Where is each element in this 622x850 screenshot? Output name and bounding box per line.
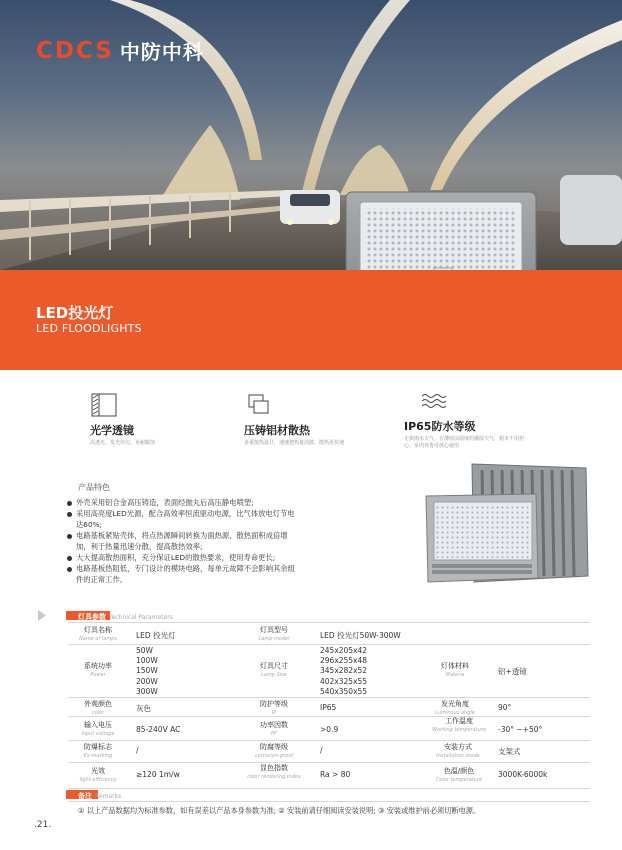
label-install [420, 742, 496, 759]
label-en: Materia [445, 672, 465, 678]
value-pf: >0.9 [320, 725, 339, 734]
label-pf [242, 720, 306, 737]
feature-waterproof [404, 388, 524, 450]
divider [68, 716, 590, 717]
size-option: 540x350x55 [320, 686, 368, 696]
section-marker [38, 610, 46, 621]
label-en: Lamp model [258, 636, 290, 642]
power-option: 150W [136, 666, 158, 676]
label-efficiency [66, 766, 130, 783]
label-ip [242, 699, 306, 716]
power-option: 100W [136, 656, 158, 666]
label-cn: 系统功率 [84, 662, 112, 670]
label-cn: 灯具型号 [260, 626, 288, 634]
label-power [66, 661, 130, 678]
label-en: light efficiency [79, 777, 117, 783]
label-model [242, 625, 306, 642]
label-en: color rendering index [247, 774, 301, 780]
list-item: 采用高亮度LED光源，配合高效率恒流驱动电源，比气体放电灯节电达60%; [66, 509, 298, 530]
value-voltage: 85-240V AC [136, 725, 181, 734]
product-features-title: 产品特色 [78, 483, 110, 492]
label-en: Power [90, 672, 106, 678]
table-title-en: Technical Parameters [109, 614, 173, 621]
logo-en: CDCS [36, 37, 114, 64]
remarks-text: ① 以上产品数据均为标准参数，如有误差以产品本身参数为准; ② 安装前请仔细阅读安装说明; ③ 安装或维护前必须切断电源。 [78, 806, 481, 815]
remarks-title [78, 791, 121, 801]
feature-optical-lens [90, 392, 210, 447]
label-cn: 安装方式 [444, 743, 472, 751]
label-cn: 外观颜色 [84, 700, 112, 708]
label-material [420, 661, 490, 678]
label-cn: 灯具名称 [84, 626, 112, 634]
value-size [320, 646, 367, 697]
remarks-title-en: Remarks [95, 793, 122, 800]
layers-icon [244, 392, 272, 418]
label-color [66, 699, 130, 716]
value-power [136, 646, 158, 697]
label-temp [420, 716, 498, 733]
value-angle: 90° [498, 703, 512, 712]
divider [68, 622, 590, 623]
power-option: 200W [136, 676, 158, 686]
label-corrosion [242, 742, 306, 759]
size-option: 245x205x42 [320, 646, 368, 655]
label-ex [66, 742, 130, 759]
logo-cn: 中防中科 [119, 40, 204, 64]
label-en: Ex-marking [83, 753, 113, 759]
page-subtitle: LED FLOODLIGHTS [36, 322, 142, 335]
value-color: 灰色 [136, 704, 151, 713]
feature-desc: 无惧雨水天气、在薄雨凉湿度的潮湿天气，根本不用担心，室内外皆可放心使用 [404, 436, 525, 449]
feature-title: 压铸铝材散热 [244, 424, 310, 437]
value-name: LED 投光灯 [136, 631, 176, 640]
list-item: 大大提高散热面积，充分保证LED的散热要求，使用寿命更长; [66, 553, 298, 563]
value-ex: / [136, 746, 139, 755]
divider [68, 762, 590, 763]
label-angle [420, 699, 490, 716]
label-en: Input voltage [81, 731, 115, 737]
optical-lens-icon [90, 392, 118, 418]
label-cn: 灯具尺寸 [260, 662, 288, 670]
label-name [66, 625, 130, 642]
feature-title: IP65防水等级 [404, 420, 476, 433]
label-voltage [66, 720, 130, 737]
value-efficiency: ≥120 1m/w [136, 770, 180, 779]
table-title [78, 612, 173, 622]
label-en: PF [271, 731, 277, 737]
list-item: 外壳采用铝合金高压铸造，表面经抛丸后高压静电喷塑; [66, 498, 298, 508]
divider [68, 697, 590, 698]
feature-desc: 多重散热设计，速速把热量消散，散热更快速 [244, 440, 345, 446]
remarks-title-cn: 备注 [78, 792, 92, 800]
value-corrosion: / [320, 746, 323, 755]
label-cn: 发光角度 [441, 700, 469, 708]
value-cri: Ra > 80 [320, 770, 351, 779]
divider [68, 788, 590, 789]
product-features-list [66, 498, 298, 586]
label-cri [242, 763, 306, 780]
label-en: Color temperature [435, 777, 483, 783]
product-photo [420, 460, 600, 600]
feature-desc: 高透光、发光均匀、更耐腐蚀 [90, 440, 156, 446]
label-cn: 防腐等级 [260, 743, 288, 751]
label-cn: 防护等级 [260, 700, 288, 708]
size-option: 296x255x48 [320, 656, 368, 666]
label-cn: 功率因数 [260, 721, 288, 729]
label-en: Name of lamps [79, 636, 117, 642]
label-en: IP [271, 710, 277, 716]
label-en: corrosion-proof [254, 753, 294, 759]
label-en: Installation mode [436, 753, 480, 759]
value-ip: IP65 [320, 703, 337, 712]
label-cn: 显色指数 [260, 764, 288, 772]
label-cn: 色温/颜色 [443, 767, 475, 775]
size-option: 402x325x55 [320, 676, 368, 686]
brand-logo [36, 36, 204, 65]
label-en: Luminous angle [435, 710, 475, 716]
label-cn: 防爆标志 [84, 743, 112, 751]
value-material: 铝+透镜 [498, 667, 527, 676]
list-item: 电路基板紧贴壳体，将点热源瞬间转换为面热源，散热面积成倍增加，利于热量迅速分散，提高散热效率; [66, 531, 298, 552]
divider [68, 740, 590, 741]
list-item: 电路基板热阻低，专门设计的模块电路，每单元故障不会影响其余组件的正常工作。 [66, 564, 298, 585]
label-cn: 灯体材料 [441, 662, 469, 670]
label-cn: 工作温度 [445, 717, 473, 725]
label-size [242, 661, 306, 678]
label-en: color [91, 710, 105, 716]
label-cct [420, 766, 498, 783]
label-cn: 输入电压 [84, 721, 112, 729]
label-en: Lamp Size [261, 672, 287, 678]
page-title: LED投光灯 [36, 304, 114, 322]
value-install: 支架式 [498, 747, 521, 756]
feature-title: 光学透镜 [90, 424, 134, 437]
hero-banner [0, 0, 622, 370]
size-option: 345x282x52 [320, 666, 368, 676]
table-title-cn: 灯具参数 [78, 613, 106, 621]
value-model: LED 投光灯50W-300W [320, 631, 401, 640]
label-cn: 光效 [91, 767, 105, 775]
divider [68, 644, 590, 645]
feature-die-cast [244, 392, 364, 447]
waves-icon [420, 388, 448, 414]
value-cct: 3000K-6000k [498, 770, 548, 779]
label-en: Working temperature [432, 727, 486, 733]
divider [68, 801, 590, 802]
page-number: .21. [34, 820, 52, 830]
value-temp: -30° ~+50° [498, 725, 543, 734]
power-option: 50W [136, 646, 153, 655]
power-option: 300W [136, 686, 158, 696]
